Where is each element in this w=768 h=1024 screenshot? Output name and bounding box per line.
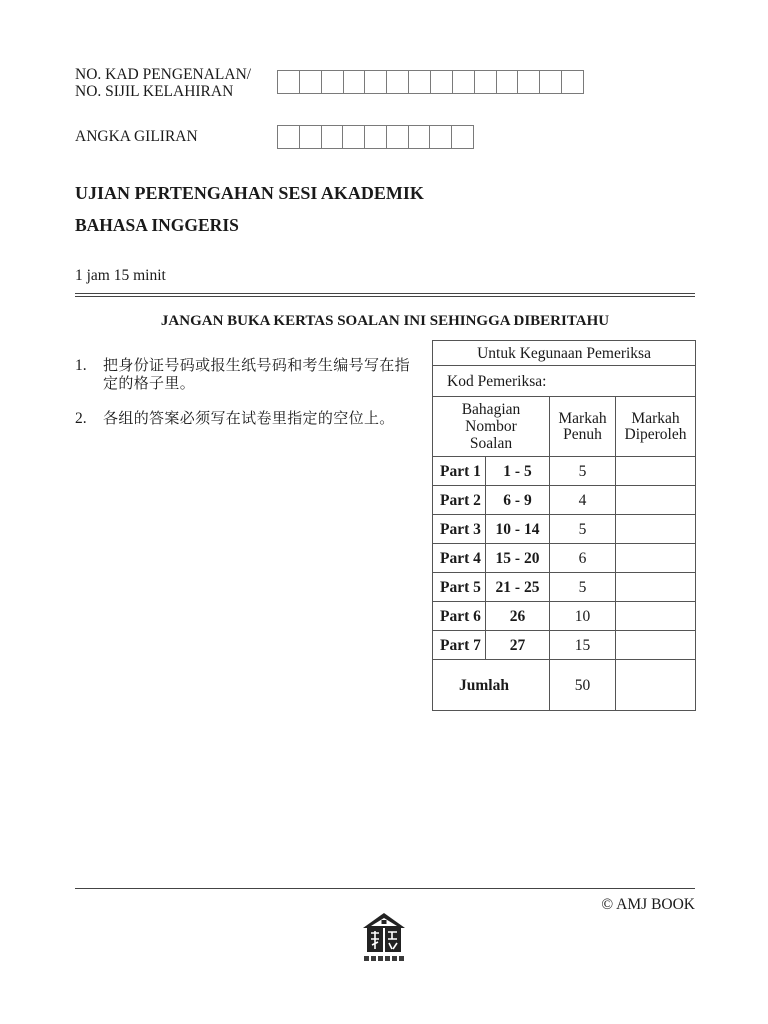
table-row	[433, 515, 696, 544]
ic-digit-box	[322, 70, 344, 94]
full-marks-cell: 6	[550, 544, 616, 573]
ic-digit-box	[431, 70, 453, 94]
index-digit-box	[409, 125, 431, 149]
obtained-marks-cell	[616, 631, 696, 660]
questions-cell: 10 - 14	[486, 515, 550, 544]
instruction-1-text	[103, 357, 410, 393]
header-obtained-line: Diperoleh	[624, 425, 687, 443]
table-title-row	[433, 341, 696, 366]
part-cell: Part 3	[433, 515, 486, 544]
exam-duration: 1 jam 15 minit	[75, 267, 166, 284]
table-row	[433, 602, 696, 631]
part-cell: Part 6	[433, 602, 486, 631]
full-marks-cell: 10	[550, 602, 616, 631]
examiner-code-label: Kod Pemeriksa:	[433, 366, 696, 397]
full-marks-cell: 5	[550, 457, 616, 486]
table-row	[433, 486, 696, 515]
questions-cell: 6 - 9	[486, 486, 550, 515]
instruction-2-text	[103, 410, 395, 428]
table-code-row	[433, 366, 696, 397]
index-number-boxes	[277, 125, 474, 149]
ic-digit-box	[365, 70, 387, 94]
header-obtained	[616, 397, 696, 457]
instruction-2-number: 2.	[75, 410, 87, 427]
questions-cell: 27	[486, 631, 550, 660]
part-cell: Part 1	[433, 457, 486, 486]
table-row	[433, 457, 696, 486]
ic-digit-box	[518, 70, 540, 94]
ic-number-label	[75, 66, 251, 100]
table-row	[433, 573, 696, 602]
obtained-marks-cell	[616, 486, 696, 515]
questions-cell: 15 - 20	[486, 544, 550, 573]
full-marks-cell: 5	[550, 515, 616, 544]
table-header-row	[433, 397, 696, 457]
header-section-line: Nombor	[465, 418, 517, 435]
instruction-2-line-1: 各组的答案必须写在试卷里指定的空位上。	[103, 411, 395, 427]
examiner-table-title: Untuk Kegunaan Pemeriksa	[433, 341, 696, 366]
copyright-text: © AMJ BOOK	[601, 896, 695, 913]
instruction-1-number: 1.	[75, 357, 87, 374]
index-number-label: ANGKA GILIRAN	[75, 128, 198, 145]
ic-digit-box	[540, 70, 562, 94]
full-marks-cell: 15	[550, 631, 616, 660]
index-digit-box	[365, 125, 387, 149]
exam-subject: BAHASA INGGERIS	[75, 215, 239, 235]
double-divider	[75, 293, 695, 297]
header-full-marks-line: Markah	[558, 409, 607, 427]
ic-digit-box	[562, 70, 584, 94]
ic-digit-box	[475, 70, 497, 94]
table-row	[433, 544, 696, 573]
footer-divider	[75, 888, 695, 889]
part-cell: Part 2	[433, 486, 486, 515]
obtained-marks-cell	[616, 602, 696, 631]
obtained-marks-cell	[616, 515, 696, 544]
ic-number-boxes	[277, 70, 584, 94]
index-digit-box	[430, 125, 452, 149]
ic-digit-box	[344, 70, 366, 94]
exam-notice: JANGAN BUKA KERTAS SOALAN INI SEHINGGA DIBERITAHU	[160, 313, 610, 329]
total-full-marks: 50	[550, 660, 616, 711]
instruction-1-line-1: 把身份证号码或报生纸号码和考生编号写在指	[103, 358, 411, 374]
obtained-marks-cell	[616, 573, 696, 602]
table-row	[433, 631, 696, 660]
questions-cell: 26	[486, 602, 550, 631]
index-digit-box	[387, 125, 409, 149]
index-digit-box	[343, 125, 365, 149]
header-section-line: Soalan	[469, 435, 513, 452]
ic-digit-box	[497, 70, 519, 94]
ic-label-line-2: NO. SIJIL KELAHIRAN	[75, 83, 234, 100]
index-digit-box	[452, 125, 474, 149]
examiner-table	[432, 340, 696, 711]
ic-digit-box	[300, 70, 322, 94]
obtained-marks-cell	[616, 544, 696, 573]
questions-cell: 1 - 5	[486, 457, 550, 486]
ic-digit-box	[387, 70, 409, 94]
publisher-logo-icon	[361, 911, 407, 968]
ic-label-line-1: NO. KAD PENGENALAN/	[75, 66, 252, 83]
obtained-marks-cell	[616, 457, 696, 486]
full-marks-cell: 5	[550, 573, 616, 602]
full-marks-cell: 4	[550, 486, 616, 515]
part-cell: Part 5	[433, 573, 486, 602]
index-digit-box	[322, 125, 344, 149]
total-obtained-cell	[616, 660, 696, 711]
instruction-1-line-2: 定的格子里。	[103, 376, 196, 392]
part-cell: Part 7	[433, 631, 486, 660]
header-full-marks	[550, 397, 616, 457]
header-section-line: Bahagian	[461, 401, 521, 418]
header-obtained-line: Markah	[631, 409, 680, 427]
exam-title: UJIAN PERTENGAHAN SESI AKADEMIK	[75, 183, 424, 203]
table-total-row	[433, 660, 696, 711]
ic-digit-box	[409, 70, 431, 94]
ic-digit-box	[278, 70, 300, 94]
index-digit-box	[278, 125, 300, 149]
header-full-marks-line: Penuh	[563, 425, 602, 443]
questions-cell: 21 - 25	[486, 573, 550, 602]
index-digit-box	[300, 125, 322, 149]
total-label: Jumlah	[433, 660, 550, 711]
part-cell: Part 4	[433, 544, 486, 573]
ic-digit-box	[453, 70, 475, 94]
header-section	[433, 397, 550, 457]
